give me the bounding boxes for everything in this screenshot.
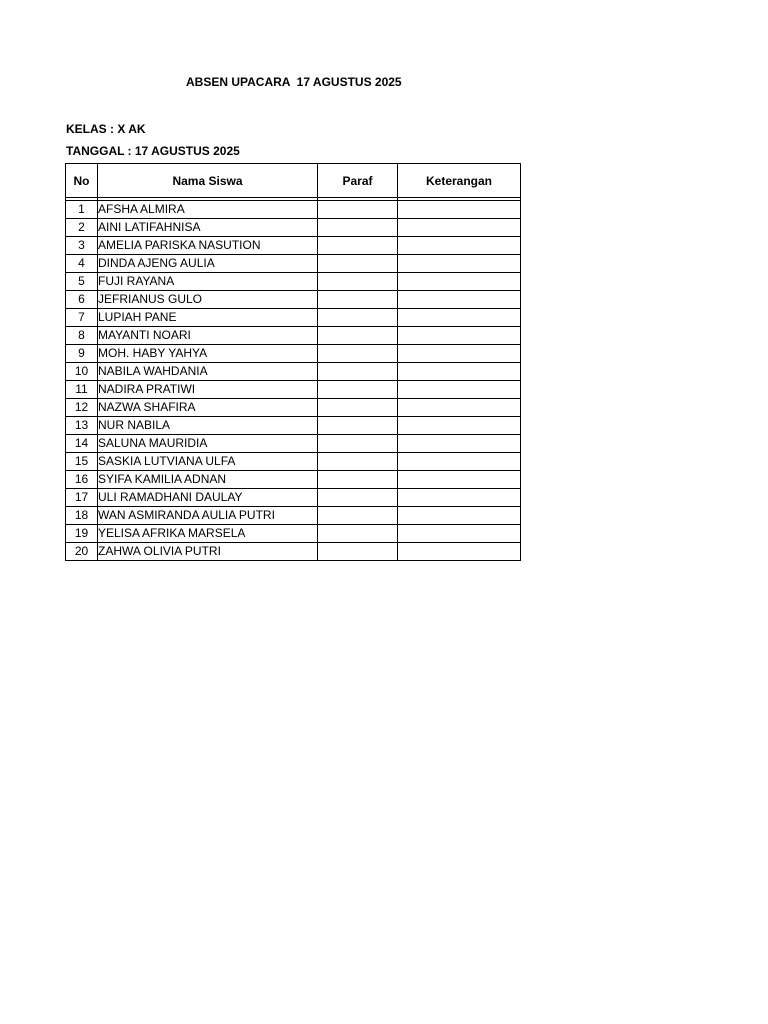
signature-cell[interactable] (318, 543, 398, 561)
date-label: TANGGAL : 17 AGUSTUS 2025 (66, 144, 240, 158)
student-name: YELISA AFRIKA MARSELA (98, 525, 318, 543)
row-number: 3 (66, 237, 98, 255)
student-name: NAZWA SHAFIRA (98, 399, 318, 417)
remarks-cell[interactable] (398, 237, 521, 255)
row-number: 11 (66, 381, 98, 399)
table-row (66, 237, 521, 255)
header-signature: Paraf (318, 164, 398, 198)
student-name: JEFRIANUS GULO (98, 291, 318, 309)
table-header-row (66, 164, 521, 198)
student-name: SASKIA LUTVIANA ULFA (98, 453, 318, 471)
row-number: 18 (66, 507, 98, 525)
student-name: LUPIAH PANE (98, 309, 318, 327)
student-name: WAN ASMIRANDA AULIA PUTRI (98, 507, 318, 525)
table-row (66, 417, 521, 435)
table-row (66, 273, 521, 291)
student-name: MAYANTI NOARI (98, 327, 318, 345)
row-number: 20 (66, 543, 98, 561)
signature-cell[interactable] (318, 471, 398, 489)
student-name: AFSHA ALMIRA (98, 201, 318, 219)
remarks-cell[interactable] (398, 471, 521, 489)
row-number: 1 (66, 201, 98, 219)
signature-cell[interactable] (318, 327, 398, 345)
remarks-cell[interactable] (398, 201, 521, 219)
student-name: MOH. HABY YAHYA (98, 345, 318, 363)
signature-cell[interactable] (318, 291, 398, 309)
row-number: 13 (66, 417, 98, 435)
row-number: 12 (66, 399, 98, 417)
student-name: FUJI RAYANA (98, 273, 318, 291)
table-row (66, 489, 521, 507)
signature-cell[interactable] (318, 201, 398, 219)
remarks-cell[interactable] (398, 309, 521, 327)
student-name: SALUNA MAURIDIA (98, 435, 318, 453)
table-row (66, 471, 521, 489)
table-row (66, 255, 521, 273)
row-number: 7 (66, 309, 98, 327)
remarks-cell[interactable] (398, 255, 521, 273)
table-body (66, 198, 521, 561)
table-row (66, 327, 521, 345)
row-number: 14 (66, 435, 98, 453)
header-student-name: Nama Siswa (98, 164, 318, 198)
row-number: 10 (66, 363, 98, 381)
student-name: ULI RAMADHANI DAULAY (98, 489, 318, 507)
student-name: AMELIA PARISKA NASUTION (98, 237, 318, 255)
row-number: 16 (66, 471, 98, 489)
table-row (66, 363, 521, 381)
remarks-cell[interactable] (398, 345, 521, 363)
remarks-cell[interactable] (398, 327, 521, 345)
header-no: No (66, 164, 98, 198)
table-row (66, 399, 521, 417)
header-remarks: Keterangan (398, 164, 521, 198)
class-label: KELAS : X AK (66, 122, 146, 136)
student-name: NABILA WAHDANIA (98, 363, 318, 381)
row-number: 8 (66, 327, 98, 345)
row-number: 6 (66, 291, 98, 309)
remarks-cell[interactable] (398, 453, 521, 471)
student-name: NUR NABILA (98, 417, 318, 435)
signature-cell[interactable] (318, 255, 398, 273)
row-number: 17 (66, 489, 98, 507)
signature-cell[interactable] (318, 417, 398, 435)
remarks-cell[interactable] (398, 399, 521, 417)
signature-cell[interactable] (318, 219, 398, 237)
remarks-cell[interactable] (398, 507, 521, 525)
remarks-cell[interactable] (398, 291, 521, 309)
signature-cell[interactable] (318, 237, 398, 255)
table-row (66, 219, 521, 237)
table-row (66, 543, 521, 561)
table-row (66, 291, 521, 309)
remarks-cell[interactable] (398, 435, 521, 453)
signature-cell[interactable] (318, 489, 398, 507)
signature-cell[interactable] (318, 309, 398, 327)
row-number: 15 (66, 453, 98, 471)
row-number: 4 (66, 255, 98, 273)
remarks-cell[interactable] (398, 489, 521, 507)
signature-cell[interactable] (318, 363, 398, 381)
signature-cell[interactable] (318, 381, 398, 399)
document-title: ABSEN UPACARA 17 AGUSTUS 2025 (186, 75, 402, 89)
signature-cell[interactable] (318, 345, 398, 363)
student-name: AINI LATIFAHNISA (98, 219, 318, 237)
table-row (66, 525, 521, 543)
table-row (66, 381, 521, 399)
student-name: ZAHWA OLIVIA PUTRI (98, 543, 318, 561)
row-number: 2 (66, 219, 98, 237)
table-row (66, 309, 521, 327)
remarks-cell[interactable] (398, 525, 521, 543)
signature-cell[interactable] (318, 399, 398, 417)
signature-cell[interactable] (318, 525, 398, 543)
signature-cell[interactable] (318, 435, 398, 453)
table-row (66, 345, 521, 363)
remarks-cell[interactable] (398, 273, 521, 291)
student-name: NADIRA PRATIWI (98, 381, 318, 399)
remarks-cell[interactable] (398, 417, 521, 435)
signature-cell[interactable] (318, 507, 398, 525)
row-number: 19 (66, 525, 98, 543)
remarks-cell[interactable] (398, 543, 521, 561)
table-row (66, 435, 521, 453)
table-row (66, 453, 521, 471)
student-name: DINDA AJENG AULIA (98, 255, 318, 273)
table-row (66, 201, 521, 219)
remarks-cell[interactable] (398, 381, 521, 399)
signature-cell[interactable] (318, 453, 398, 471)
remarks-cell[interactable] (398, 219, 521, 237)
student-name: SYIFA KAMILIA ADNAN (98, 471, 318, 489)
remarks-cell[interactable] (398, 363, 521, 381)
attendance-table (65, 163, 521, 561)
row-number: 5 (66, 273, 98, 291)
row-number: 9 (66, 345, 98, 363)
table-row (66, 507, 521, 525)
signature-cell[interactable] (318, 273, 398, 291)
